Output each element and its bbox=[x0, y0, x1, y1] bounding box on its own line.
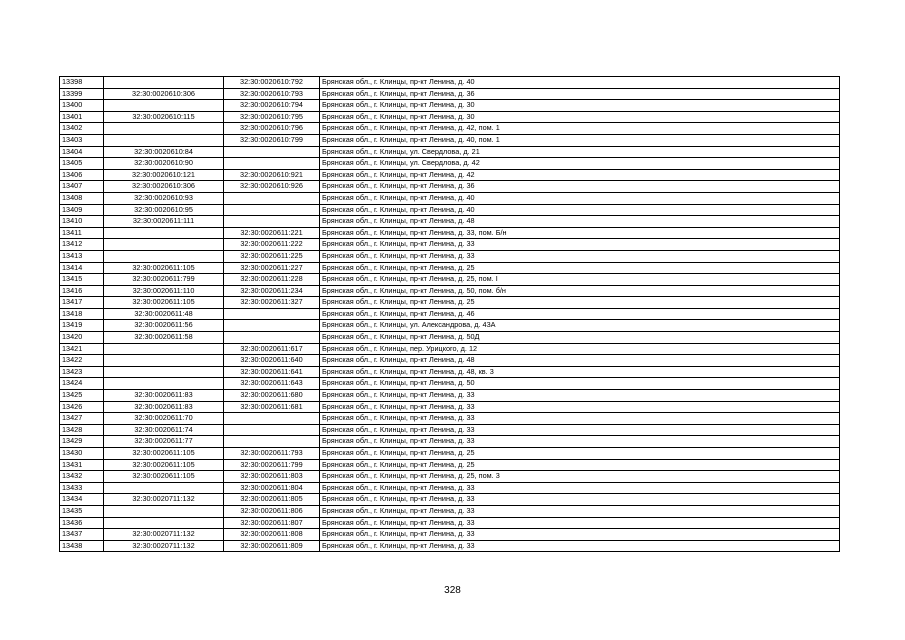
table-row bbox=[60, 146, 840, 158]
row-number-cell: 13407 bbox=[60, 181, 104, 193]
row-number-cell: 13422 bbox=[60, 355, 104, 367]
table-row bbox=[60, 158, 840, 170]
row-number-cell: 13431 bbox=[60, 459, 104, 471]
address-cell: Брянская обл., г. Клинцы, пр-кт Ленина, д. 50, пом. б/н bbox=[320, 285, 840, 297]
parcel-number-cell bbox=[104, 482, 224, 494]
row-number-cell: 13412 bbox=[60, 239, 104, 251]
table-row bbox=[60, 494, 840, 506]
address-cell: Брянская обл., г. Клинцы, пр-кт Ленина, д. 33 bbox=[320, 529, 840, 541]
row-number-cell: 13416 bbox=[60, 285, 104, 297]
object-number-cell: 32:30:0020611:804 bbox=[224, 482, 320, 494]
address-cell: Брянская обл., г. Клинцы, пр-кт Ленина, д. 40 bbox=[320, 192, 840, 204]
table-body bbox=[60, 77, 840, 552]
object-number-cell: 32:30:0020611:225 bbox=[224, 250, 320, 262]
row-number-cell: 13418 bbox=[60, 308, 104, 320]
object-number-cell: 32:30:0020611:808 bbox=[224, 529, 320, 541]
row-number-cell: 13428 bbox=[60, 424, 104, 436]
address-cell: Брянская обл., г. Клинцы, пр-кт Ленина, д. 33 bbox=[320, 436, 840, 448]
object-number-cell: 32:30:0020610:792 bbox=[224, 77, 320, 89]
object-number-cell: 32:30:0020611:681 bbox=[224, 401, 320, 413]
row-number-cell: 13406 bbox=[60, 169, 104, 181]
table-row bbox=[60, 285, 840, 297]
object-number-cell: 32:30:0020611:805 bbox=[224, 494, 320, 506]
parcel-number-cell: 32:30:0020610:115 bbox=[104, 111, 224, 123]
object-number-cell: 32:30:0020610:921 bbox=[224, 169, 320, 181]
address-cell: Брянская обл., г. Клинцы, ул. Свердлова, д. 42 bbox=[320, 158, 840, 170]
parcel-number-cell bbox=[104, 378, 224, 390]
table-row bbox=[60, 181, 840, 193]
object-number-cell: 32:30:0020611:228 bbox=[224, 274, 320, 286]
parcel-number-cell: 32:30:0020611:83 bbox=[104, 390, 224, 402]
object-number-cell: 32:30:0020610:796 bbox=[224, 123, 320, 135]
object-number-cell: 32:30:0020611:640 bbox=[224, 355, 320, 367]
address-cell: Брянская обл., г. Клинцы, пр-кт Ленина, д. 25 bbox=[320, 297, 840, 309]
parcel-number-cell: 32:30:0020611:105 bbox=[104, 297, 224, 309]
parcel-number-cell: 32:30:0020611:56 bbox=[104, 320, 224, 332]
table-row bbox=[60, 482, 840, 494]
address-cell: Брянская обл., г. Клинцы, пр-кт Ленина, д. 36 bbox=[320, 181, 840, 193]
object-number-cell: 32:30:0020611:221 bbox=[224, 227, 320, 239]
parcel-number-cell: 32:30:0020611:105 bbox=[104, 262, 224, 274]
object-number-cell: 32:30:0020611:809 bbox=[224, 540, 320, 552]
table-row bbox=[60, 413, 840, 425]
object-number-cell: 32:30:0020610:799 bbox=[224, 134, 320, 146]
parcel-number-cell: 32:30:0020610:95 bbox=[104, 204, 224, 216]
row-number-cell: 13424 bbox=[60, 378, 104, 390]
address-cell: Брянская обл., г. Клинцы, пр-кт Ленина, д. 33 bbox=[320, 401, 840, 413]
row-number-cell: 13425 bbox=[60, 390, 104, 402]
parcel-number-cell: 32:30:0020611:70 bbox=[104, 413, 224, 425]
object-number-cell: 32:30:0020610:793 bbox=[224, 88, 320, 100]
parcel-number-cell: 32:30:0020610:84 bbox=[104, 146, 224, 158]
row-number-cell: 13411 bbox=[60, 227, 104, 239]
object-number-cell: 32:30:0020611:680 bbox=[224, 390, 320, 402]
row-number-cell: 13415 bbox=[60, 274, 104, 286]
address-cell: Брянская обл., г. Клинцы, пр-кт Ленина, д. 33 bbox=[320, 540, 840, 552]
parcel-number-cell: 32:30:0020611:58 bbox=[104, 332, 224, 344]
address-cell: Брянская обл., г. Клинцы, пр-кт Ленина, д. 40 bbox=[320, 204, 840, 216]
parcel-number-cell bbox=[104, 366, 224, 378]
row-number-cell: 13427 bbox=[60, 413, 104, 425]
address-cell: Брянская обл., г. Клинцы, пер. Урицкого, д. 12 bbox=[320, 343, 840, 355]
row-number-cell: 13433 bbox=[60, 482, 104, 494]
object-number-cell bbox=[224, 146, 320, 158]
table-row bbox=[60, 459, 840, 471]
parcel-number-cell bbox=[104, 239, 224, 251]
table-row bbox=[60, 390, 840, 402]
table-row bbox=[60, 134, 840, 146]
object-number-cell: 32:30:0020611:327 bbox=[224, 297, 320, 309]
object-number-cell: 32:30:0020611:641 bbox=[224, 366, 320, 378]
row-number-cell: 13436 bbox=[60, 517, 104, 529]
address-cell: Брянская обл., г. Клинцы, пр-кт Ленина, д. 40 bbox=[320, 77, 840, 89]
row-number-cell: 13403 bbox=[60, 134, 104, 146]
parcel-number-cell: 32:30:0020611:105 bbox=[104, 471, 224, 483]
address-cell: Брянская обл., г. Клинцы, пр-кт Ленина, д. 33 bbox=[320, 250, 840, 262]
table-row bbox=[60, 239, 840, 251]
parcel-number-cell: 32:30:0020610:93 bbox=[104, 192, 224, 204]
row-number-cell: 13399 bbox=[60, 88, 104, 100]
parcel-number-cell: 32:30:0020611:105 bbox=[104, 459, 224, 471]
address-cell: Брянская обл., г. Клинцы, пр-кт Ленина, д. 33 bbox=[320, 413, 840, 425]
object-number-cell: 32:30:0020611:793 bbox=[224, 448, 320, 460]
row-number-cell: 13404 bbox=[60, 146, 104, 158]
table-row bbox=[60, 436, 840, 448]
address-cell: Брянская обл., г. Клинцы, пр-кт Ленина, д. 33 bbox=[320, 517, 840, 529]
address-cell: Брянская обл., г. Клинцы, пр-кт Ленина, д. 48, кв. 3 bbox=[320, 366, 840, 378]
parcel-number-cell: 32:30:0020711:132 bbox=[104, 529, 224, 541]
parcel-number-cell: 32:30:0020611:83 bbox=[104, 401, 224, 413]
parcel-number-cell: 32:30:0020611:77 bbox=[104, 436, 224, 448]
cadastral-table-container bbox=[59, 76, 840, 552]
object-number-cell: 32:30:0020611:643 bbox=[224, 378, 320, 390]
address-cell: Брянская обл., г. Клинцы, пр-кт Ленина, д. 25 bbox=[320, 448, 840, 460]
page-number: 328 bbox=[444, 585, 461, 596]
object-number-cell: 32:30:0020611:234 bbox=[224, 285, 320, 297]
table-row bbox=[60, 274, 840, 286]
object-number-cell: 32:30:0020611:617 bbox=[224, 343, 320, 355]
object-number-cell: 32:30:0020610:795 bbox=[224, 111, 320, 123]
parcel-number-cell: 32:30:0020711:132 bbox=[104, 494, 224, 506]
parcel-number-cell: 32:30:0020611:799 bbox=[104, 274, 224, 286]
address-cell: Брянская обл., г. Клинцы, пр-кт Ленина, д. 36 bbox=[320, 88, 840, 100]
row-number-cell: 13426 bbox=[60, 401, 104, 413]
table-row bbox=[60, 192, 840, 204]
parcel-number-cell bbox=[104, 77, 224, 89]
object-number-cell bbox=[224, 424, 320, 436]
table-row bbox=[60, 77, 840, 89]
parcel-number-cell bbox=[104, 100, 224, 112]
address-cell: Брянская обл., г. Клинцы, пр-кт Ленина, д. 50 bbox=[320, 378, 840, 390]
table-row bbox=[60, 471, 840, 483]
address-cell: Брянская обл., г. Клинцы, пр-кт Ленина, д. 33 bbox=[320, 494, 840, 506]
table-row bbox=[60, 88, 840, 100]
table-row bbox=[60, 227, 840, 239]
row-number-cell: 13413 bbox=[60, 250, 104, 262]
address-cell: Брянская обл., г. Клинцы, ул. Александрова, д. 43А bbox=[320, 320, 840, 332]
row-number-cell: 13423 bbox=[60, 366, 104, 378]
object-number-cell: 32:30:0020611:806 bbox=[224, 505, 320, 517]
object-number-cell: 32:30:0020610:926 bbox=[224, 181, 320, 193]
table-row bbox=[60, 355, 840, 367]
parcel-number-cell bbox=[104, 343, 224, 355]
table-row bbox=[60, 111, 840, 123]
address-cell: Брянская обл., г. Клинцы, пр-кт Ленина, д. 30 bbox=[320, 111, 840, 123]
address-cell: Брянская обл., г. Клинцы, пр-кт Ленина, д. 33 bbox=[320, 390, 840, 402]
object-number-cell bbox=[224, 158, 320, 170]
row-number-cell: 13438 bbox=[60, 540, 104, 552]
table-row bbox=[60, 250, 840, 262]
address-cell: Брянская обл., г. Клинцы, пр-кт Ленина, д. 25, пом. I bbox=[320, 274, 840, 286]
row-number-cell: 13405 bbox=[60, 158, 104, 170]
address-cell: Брянская обл., г. Клинцы, ул. Свердлова, д. 21 bbox=[320, 146, 840, 158]
address-cell: Брянская обл., г. Клинцы, пр-кт Ленина, д. 25, пом. 3 bbox=[320, 471, 840, 483]
row-number-cell: 13430 bbox=[60, 448, 104, 460]
address-cell: Брянская обл., г. Клинцы, пр-кт Ленина, д. 42, пом. 1 bbox=[320, 123, 840, 135]
address-cell: Брянская обл., г. Клинцы, пр-кт Ленина, д. 33 bbox=[320, 424, 840, 436]
row-number-cell: 13409 bbox=[60, 204, 104, 216]
row-number-cell: 13402 bbox=[60, 123, 104, 135]
parcel-number-cell: 32:30:0020610:121 bbox=[104, 169, 224, 181]
table-row bbox=[60, 529, 840, 541]
row-number-cell: 13435 bbox=[60, 505, 104, 517]
object-number-cell bbox=[224, 192, 320, 204]
row-number-cell: 13417 bbox=[60, 297, 104, 309]
parcel-number-cell bbox=[104, 250, 224, 262]
address-cell: Брянская обл., г. Клинцы, пр-кт Ленина, д. 48 bbox=[320, 355, 840, 367]
table-row bbox=[60, 366, 840, 378]
parcel-number-cell: 32:30:0020611:74 bbox=[104, 424, 224, 436]
parcel-number-cell: 32:30:0020611:110 bbox=[104, 285, 224, 297]
row-number-cell: 13408 bbox=[60, 192, 104, 204]
parcel-number-cell bbox=[104, 227, 224, 239]
object-number-cell bbox=[224, 413, 320, 425]
object-number-cell: 32:30:0020611:227 bbox=[224, 262, 320, 274]
row-number-cell: 13401 bbox=[60, 111, 104, 123]
parcel-number-cell bbox=[104, 505, 224, 517]
row-number-cell: 13432 bbox=[60, 471, 104, 483]
row-number-cell: 13400 bbox=[60, 100, 104, 112]
object-number-cell: 32:30:0020610:794 bbox=[224, 100, 320, 112]
table-row bbox=[60, 204, 840, 216]
parcel-number-cell bbox=[104, 123, 224, 135]
row-number-cell: 13414 bbox=[60, 262, 104, 274]
address-cell: Брянская обл., г. Клинцы, пр-кт Ленина, д. 33, пом. Б/н bbox=[320, 227, 840, 239]
object-number-cell bbox=[224, 332, 320, 344]
object-number-cell: 32:30:0020611:803 bbox=[224, 471, 320, 483]
table-row bbox=[60, 123, 840, 135]
table-row bbox=[60, 424, 840, 436]
row-number-cell: 13421 bbox=[60, 343, 104, 355]
table-row bbox=[60, 262, 840, 274]
table-row bbox=[60, 448, 840, 460]
table-row bbox=[60, 297, 840, 309]
address-cell: Брянская обл., г. Клинцы, пр-кт Ленина, д. 42 bbox=[320, 169, 840, 181]
row-number-cell: 13420 bbox=[60, 332, 104, 344]
row-number-cell: 13398 bbox=[60, 77, 104, 89]
row-number-cell: 13437 bbox=[60, 529, 104, 541]
object-number-cell: 32:30:0020611:799 bbox=[224, 459, 320, 471]
table-row bbox=[60, 505, 840, 517]
table-row bbox=[60, 401, 840, 413]
parcel-number-cell: 32:30:0020610:306 bbox=[104, 181, 224, 193]
address-cell: Брянская обл., г. Клинцы, пр-кт Ленина, д. 48 bbox=[320, 216, 840, 228]
address-cell: Брянская обл., г. Клинцы, пр-кт Ленина, д. 25 bbox=[320, 459, 840, 471]
address-cell: Брянская обл., г. Клинцы, пр-кт Ленина, д. 33 bbox=[320, 505, 840, 517]
object-number-cell: 32:30:0020611:222 bbox=[224, 239, 320, 251]
object-number-cell bbox=[224, 216, 320, 228]
table-row bbox=[60, 540, 840, 552]
address-cell: Брянская обл., г. Клинцы, пр-кт Ленина, д. 50Д bbox=[320, 332, 840, 344]
parcel-number-cell bbox=[104, 134, 224, 146]
parcel-number-cell: 32:30:0020611:48 bbox=[104, 308, 224, 320]
cadastral-table bbox=[59, 76, 840, 552]
object-number-cell bbox=[224, 436, 320, 448]
address-cell: Брянская обл., г. Клинцы, пр-кт Ленина, д. 25 bbox=[320, 262, 840, 274]
table-row bbox=[60, 517, 840, 529]
parcel-number-cell: 32:30:0020610:90 bbox=[104, 158, 224, 170]
row-number-cell: 13434 bbox=[60, 494, 104, 506]
table-row bbox=[60, 320, 840, 332]
address-cell: Брянская обл., г. Клинцы, пр-кт Ленина, д. 30 bbox=[320, 100, 840, 112]
table-row bbox=[60, 169, 840, 181]
parcel-number-cell: 32:30:0020610:306 bbox=[104, 88, 224, 100]
table-row bbox=[60, 343, 840, 355]
object-number-cell: 32:30:0020611:807 bbox=[224, 517, 320, 529]
table-row bbox=[60, 308, 840, 320]
row-number-cell: 13419 bbox=[60, 320, 104, 332]
parcel-number-cell bbox=[104, 355, 224, 367]
table-row bbox=[60, 100, 840, 112]
parcel-number-cell: 32:30:0020611:105 bbox=[104, 448, 224, 460]
address-cell: Брянская обл., г. Клинцы, пр-кт Ленина, д. 33 bbox=[320, 482, 840, 494]
row-number-cell: 13429 bbox=[60, 436, 104, 448]
address-cell: Брянская обл., г. Клинцы, пр-кт Ленина, д. 46 bbox=[320, 308, 840, 320]
address-cell: Брянская обл., г. Клинцы, пр-кт Ленина, д. 33 bbox=[320, 239, 840, 251]
parcel-number-cell: 32:30:0020611:111 bbox=[104, 216, 224, 228]
table-row bbox=[60, 216, 840, 228]
table-row bbox=[60, 378, 840, 390]
row-number-cell: 13410 bbox=[60, 216, 104, 228]
object-number-cell bbox=[224, 204, 320, 216]
address-cell: Брянская обл., г. Клинцы, пр-кт Ленина, д. 40, пом. 1 bbox=[320, 134, 840, 146]
parcel-number-cell: 32:30:0020711:132 bbox=[104, 540, 224, 552]
object-number-cell bbox=[224, 308, 320, 320]
object-number-cell bbox=[224, 320, 320, 332]
table-row bbox=[60, 332, 840, 344]
parcel-number-cell bbox=[104, 517, 224, 529]
